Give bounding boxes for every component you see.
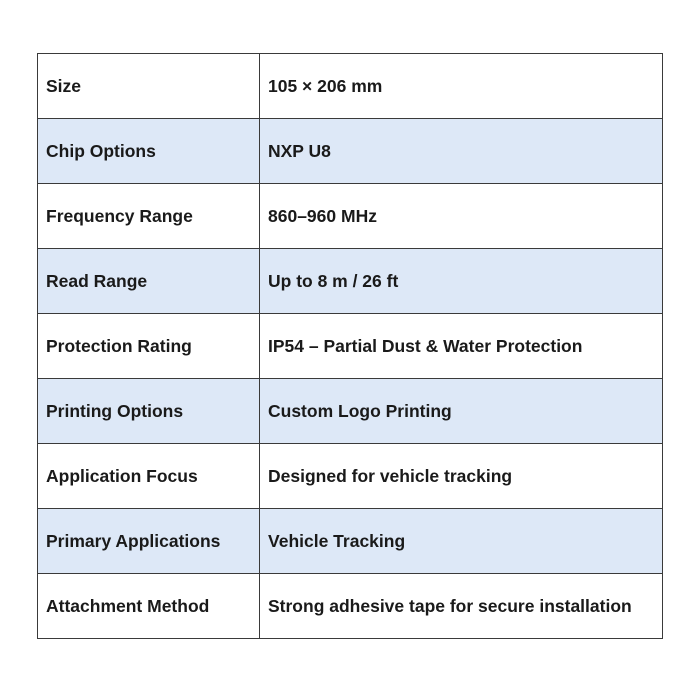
spec-label: Protection Rating [38, 314, 260, 379]
spec-label: Application Focus [38, 444, 260, 509]
spec-value: Strong adhesive tape for secure installation [260, 574, 663, 639]
table-row [38, 314, 663, 379]
spec-value: Designed for vehicle tracking [260, 444, 663, 509]
table-row [38, 379, 663, 444]
table-row [38, 54, 663, 119]
spec-label: Size [38, 54, 260, 119]
spec-table [37, 53, 663, 639]
spec-label: Frequency Range [38, 184, 260, 249]
table-row [38, 574, 663, 639]
table-row [38, 119, 663, 184]
spec-label: Read Range [38, 249, 260, 314]
table-row [38, 249, 663, 314]
spec-value: Up to 8 m / 26 ft [260, 249, 663, 314]
spec-label: Attachment Method [38, 574, 260, 639]
spec-value: Custom Logo Printing [260, 379, 663, 444]
spec-value: 105 × 206 mm [260, 54, 663, 119]
spec-label: Printing Options [38, 379, 260, 444]
spec-value: NXP U8 [260, 119, 663, 184]
spec-label: Primary Applications [38, 509, 260, 574]
spec-value: IP54 – Partial Dust & Water Protection [260, 314, 663, 379]
spec-value: 860–960 MHz [260, 184, 663, 249]
spec-value: Vehicle Tracking [260, 509, 663, 574]
table-row [38, 509, 663, 574]
table-row [38, 444, 663, 509]
spec-label: Chip Options [38, 119, 260, 184]
table-row [38, 184, 663, 249]
